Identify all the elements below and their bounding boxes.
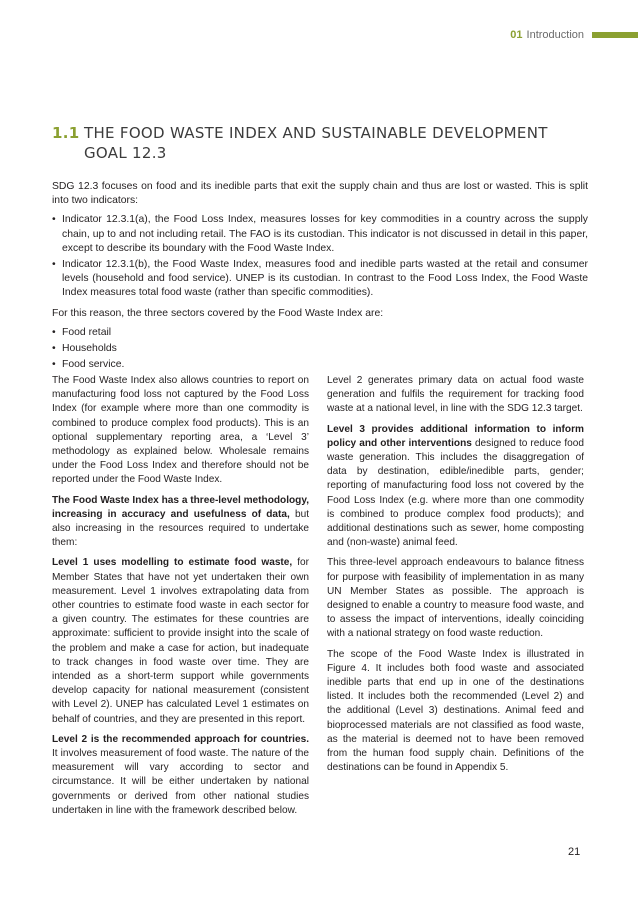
section-label: Introduction (526, 29, 584, 41)
heading-title: THE FOOD WASTE INDEX AND SUSTAINABLE DEVELOPMENT GOAL 12.3 (84, 124, 548, 162)
body-paragraph: The scope of the Food Waste Index is illustrated in Figure 4. It includes both food waste and associated inedible parts that end up in one of the destinations listed. It includes both the recommended (Level 2) and the additional (Level 3) destinations. Animal feed and bioprocessed materials are not classified as food waste, as the material is deemed not to have been removed from the human food supply chain. Definitions of the destinations can be found in Appendix 5. (327, 648, 584, 774)
body-paragraph (52, 494, 309, 551)
list-item: • Food retail (52, 326, 588, 340)
list-item: • Indicator 12.3.1(b), the Food Waste Index, measures food and inedible parts wasted at the retail and consumer levels (household and food service). UNEP is its custodian. In contrast to the Food Loss Index, the Food Waste Index measures total food waste (rather than specific commodities). (52, 258, 588, 301)
list-item: • Households (52, 342, 588, 356)
body-paragraph: This three-level approach endeavours to balance fitness for purpose with feasibility of implementation in as many UN Member States as possible. The approach is designed to enable a country to measure food waste, and to assess the impact of interventions, ideally coinciding with a national strategy on food waste reduction. (327, 557, 585, 640)
list-item: • Food service. (52, 358, 588, 372)
intro-block (52, 180, 588, 378)
heading-number: 1.1 (52, 124, 80, 142)
body-paragraph (327, 423, 584, 551)
list-item: • Indicator 12.3.1(a), the Food Loss Index, measures losses for key commodities in a country across the supply chain, up to and not including retail. The FAO is its custodian. This indicator is not discussed in detail in this paper, except to describe its boundary with the Food Waste Index. (52, 213, 588, 256)
intro-paragraph: For this reason, the three sectors covered by the Food Waste Index are: (52, 307, 384, 319)
paragraph-text: designed to reduce food waste generation. This includes the disaggregation of data by destination, edible/inedible parts, gender; reporting of manufacturing food loss not covered by the Food Loss Index (e.g. where more than one commodity is combined to produce complex food products); and additional destinations such as sewer, home composting and (non-waste) animal feed. (327, 437, 584, 549)
left-column (52, 374, 309, 824)
body-paragraph (52, 733, 309, 818)
sector-list (52, 326, 588, 373)
body-paragraph (52, 556, 309, 726)
body-paragraph: Level 2 generates primary data on actual food waste generation and fulfils the requirement for tracking food waste at a national level, in line with the SDG 12.3 target. (327, 375, 584, 415)
paragraph-text: It involves measurement of food waste. The nature of the measurement will vary according to sector and circumstance. It will be either undertaken by national governments or derived from other national studies undertaken in line with the framework described below. (52, 748, 309, 816)
section-number: 01 (510, 29, 523, 41)
paragraph-text: but also increasing in the resources required to undertake them: (52, 508, 309, 549)
bold-lead: Level 1 uses modelling to estimate food waste, (52, 557, 293, 569)
section-heading (52, 123, 592, 163)
bold-lead: Level 2 is the recommended approach for countries. (52, 733, 309, 745)
page-number: 21 (568, 846, 581, 858)
intro-paragraph: SDG 12.3 focuses on food and its inedible parts that exit the supply chain and thus are lost or wasted. This is split into two indicators: (52, 181, 588, 207)
section-accent-bar (592, 32, 638, 38)
right-column (327, 374, 584, 781)
indicator-list (52, 213, 588, 300)
paragraph-text: for Member States that have not yet undertaken their own measurement. Level 1 involves extrapolating data from other countries to estimate food waste in each sector for a given country. The estimates for these countries are approximate: sufficient to provide insight into the scale of the problem and make a case for action, but inadequate to track changes in food waste over time. They are intended as a short-term support while governments develop capacity for national measurement (consistent with Level 2). UNEP has calculated Level 1 estimates on behalf of countries, and they are presented in this report. (52, 557, 309, 725)
bold-lead: Level 3 provides additional information to inform policy and other interventions (327, 423, 584, 449)
bold-lead: The Food Waste Index has a three-level methodology, increasing in accuracy and usefulness of data, (52, 494, 309, 520)
section-header (510, 28, 638, 42)
body-paragraph: The Food Waste Index also allows countries to report on manufacturing food loss not captured by the Food Loss Index (for example where more than one commodity is combined to produce complex food products). This is an optional supplementary reporting area, a ‘Level 3’ methodology as explained below. Wholesale remains under the Food Loss Index and therefore should not be reported under the Food Waste Index. (52, 375, 309, 486)
